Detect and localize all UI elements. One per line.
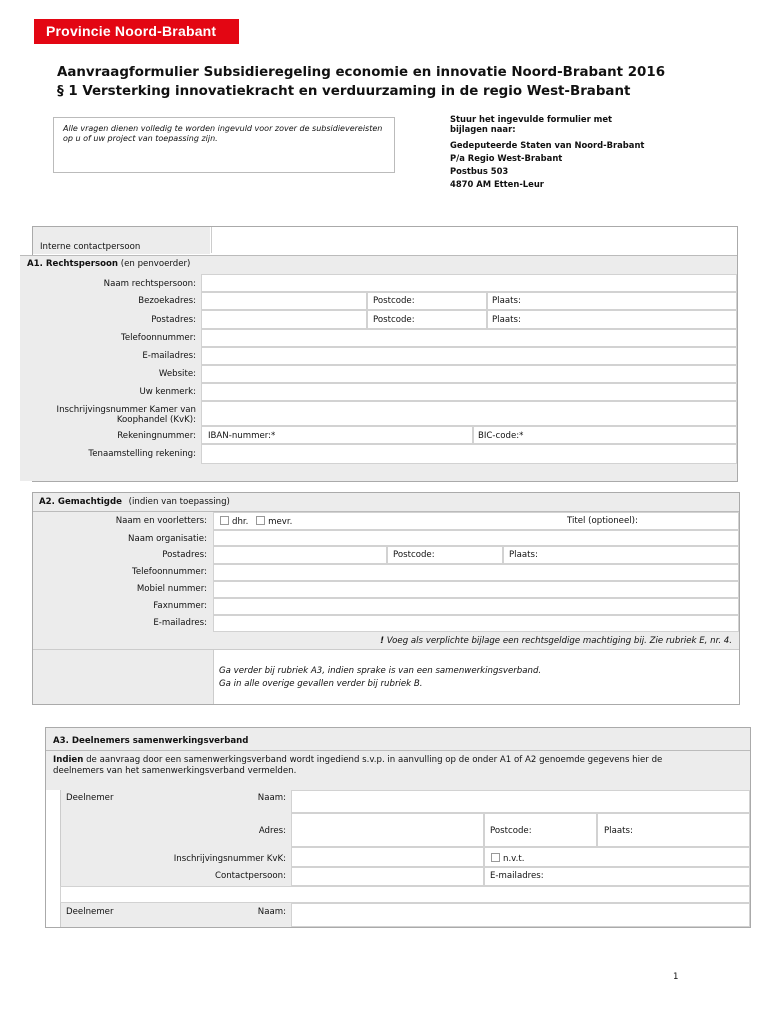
a3-nvt (491, 853, 524, 865)
a2-warning (380, 636, 732, 647)
send-to-line: Stuur het ingevulde formulier met (450, 114, 613, 124)
a1-kenmerk-input[interactable] (201, 383, 737, 401)
a2-mobiel-label: Mobiel nummer: (136, 584, 207, 594)
province-logo: Provincie Noord-Brabant (34, 19, 239, 44)
a1-kvk-label-line1: Inschrijvingsnummer Kamer van (56, 405, 196, 415)
a1-bezoek-plaats-label: Plaats: (492, 296, 521, 306)
a2-plaats-label: Plaats: (509, 550, 538, 560)
a3-plaats-label: Plaats: (604, 826, 633, 836)
a1-post-plaats-input[interactable] (487, 310, 737, 329)
send-to-line: Gedeputeerde Staten van Noord-Brabant (450, 140, 645, 150)
a2-postcode-label: Postcode: (393, 550, 435, 560)
page-number: 1 (673, 972, 679, 982)
send-to-line: P/a Regio West-Brabant (450, 153, 563, 163)
a1-bezoekadres-label: Bezoekadres: (138, 296, 196, 306)
a3-kvk-label: Inschrijvingsnummer KvK: (173, 854, 286, 864)
a3-intro-line2: deelnemers van het samenwerkingsverband vermelden. (53, 766, 297, 776)
a3-heading: A3. Deelnemers samenwerkingsverband (53, 736, 249, 746)
a1-bic-label: BIC-code:* (478, 431, 524, 441)
a2-telefoon-label: Telefoonnummer: (132, 567, 207, 577)
a2-next-line2: Ga in alle overige gevallen verder bij rubriek B. (219, 679, 423, 689)
a1-iban-label: IBAN-nummer:* (208, 431, 276, 441)
a1-bezoekadres-input[interactable] (201, 292, 367, 310)
a1-heading-note: (en penvoerder) (120, 259, 191, 269)
a1-kvk-input[interactable] (201, 401, 737, 426)
a2-aanhef (220, 516, 292, 528)
nvt-checkbox[interactable] (491, 853, 500, 862)
a2-mobiel-input[interactable] (213, 581, 739, 598)
a1-post-plaats-label: Plaats: (492, 315, 521, 325)
a2-warning-text: Voeg als verplichte bijlage een rechtsgeldige machtiging bij. Zie rubriek E, nr. 4. (386, 636, 732, 646)
mevr-checkbox[interactable] (256, 516, 265, 525)
internal-contact-label: Interne contactpersoon (40, 242, 141, 252)
a1-postadres-label: Postadres: (151, 315, 196, 325)
page-title (57, 63, 665, 101)
a2-organisatie-label: Naam organisatie: (128, 534, 207, 544)
a3-naam2-input[interactable] (291, 903, 750, 927)
a3-naam-input[interactable] (291, 790, 750, 813)
a2-bottom-rule (33, 649, 739, 650)
a3-adres-input[interactable] (291, 813, 484, 847)
a2-postadres-label: Postadres: (162, 550, 207, 560)
a1-kenmerk-label: Uw kenmerk: (139, 387, 196, 397)
a3-spacer-row (60, 886, 750, 903)
title-line-2: § 1 Versterking innovatiekracht en verduurzaming in de regio West-Brabant (57, 84, 631, 99)
a3-naam-label: Naam: (257, 793, 286, 803)
a2-next-steps (219, 665, 541, 691)
send-to-line: Postbus 503 (450, 166, 509, 176)
a3-deelnemer-label: Deelnemer (66, 793, 114, 803)
section-a1-title (27, 259, 190, 270)
a3-adres-label: Adres: (258, 826, 286, 836)
a1-bottom-strip (20, 464, 737, 481)
a2-bottom-left (33, 650, 213, 704)
dhr-label: dhr. (232, 517, 249, 527)
a1-tenaam-label: Tenaamstelling rekening: (88, 449, 196, 459)
a3-naam2-label: Naam: (257, 907, 286, 917)
a3-contact-input[interactable] (291, 867, 484, 886)
a3-intro (53, 755, 743, 777)
a3-intro-rest: de aanvraag door een samenwerkingsverband wordt ingediend s.v.p. in aanvulling op de onder A1 of A2 genoemde gegevens hier de (86, 755, 663, 765)
a2-naam-label: Naam en voorletters: (115, 516, 207, 526)
dhr-checkbox[interactable] (220, 516, 229, 525)
a1-bezoek-postcode-label: Postcode: (373, 296, 415, 306)
a2-fax-input[interactable] (213, 598, 739, 615)
send-to-line: 4870 AM Etten-Leur (450, 179, 544, 189)
a1-naam-label: Naam rechtspersoon: (103, 279, 196, 289)
a1-kvk-label (20, 405, 196, 425)
section-a2-title (39, 497, 230, 508)
a1-rekening-label: Rekeningnummer: (117, 431, 196, 441)
a2-heading: A2. Gemachtigde (39, 497, 122, 507)
a3-deelnemer2-label: Deelnemer (66, 907, 114, 917)
a3-contact-label: Contactpersoon: (214, 871, 286, 881)
mevr-label: mevr. (268, 517, 293, 527)
internal-contact-input[interactable] (211, 227, 737, 253)
a2-email-input[interactable] (213, 615, 739, 632)
warning-icon: ! (380, 636, 385, 646)
a1-website-label: Website: (158, 369, 196, 379)
send-to-line: bijlagen naar: (450, 124, 516, 134)
a2-postadres-input[interactable] (213, 546, 387, 564)
a1-telefoon-label: Telefoonnummer: (121, 333, 196, 343)
a3-postcode-label: Postcode: (490, 826, 532, 836)
a1-website-input[interactable] (201, 365, 737, 383)
a1-kvk-label-line2: Koophandel (KvK): (116, 415, 196, 425)
nvt-label: n.v.t. (503, 854, 525, 864)
a1-heading: A1. Rechtspersoon (27, 259, 119, 269)
a1-email-label: E-mailadres: (142, 351, 196, 361)
a2-plaats-input[interactable] (503, 546, 739, 564)
a1-telefoon-input[interactable] (201, 329, 737, 347)
title-line-1: Aanvraagformulier Subsidieregeling economie en innovatie Noord-Brabant 2016 (57, 65, 666, 80)
a2-organisatie-input[interactable] (213, 530, 739, 546)
send-to-address (450, 113, 644, 191)
a2-next-line1: Ga verder bij rubriek A3, indien sprake is van een samenwerkingsverband. (219, 666, 542, 676)
a2-telefoon-input[interactable] (213, 564, 739, 581)
a2-email-label: E-mailadres: (153, 618, 207, 628)
a1-tenaam-input[interactable] (201, 444, 737, 464)
a2-heading-note: (indien van toepassing) (128, 497, 230, 507)
a1-postadres-input[interactable] (201, 310, 367, 329)
a3-intro-line1 (53, 755, 743, 766)
a1-email-input[interactable] (201, 347, 737, 365)
a3-kvk-input[interactable] (291, 847, 484, 867)
a2-fax-label: Faxnummer: (153, 601, 207, 611)
a2-bottom-divider (213, 650, 214, 704)
a3-email-label: E-mailadres: (490, 871, 544, 881)
a2-titel-label: Titel (optioneel): (567, 516, 638, 526)
a1-naam-input[interactable] (201, 274, 737, 292)
a1-post-postcode-label: Postcode: (373, 315, 415, 325)
instruction-note: Alle vragen dienen volledig te worden ingevuld voor zover de subsidievereisten op u of uw project van toepassing zijn. (53, 117, 395, 173)
a3-intro-bold: Indien (53, 755, 84, 765)
a1-bezoek-plaats-input[interactable] (487, 292, 737, 310)
